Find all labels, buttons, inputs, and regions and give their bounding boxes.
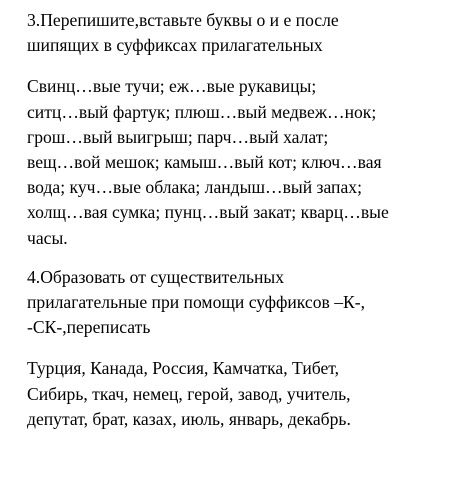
exercise-4-text-line: депутат, брат, казах, июль, январь, декабрь. [27, 408, 351, 429]
exercise-3-heading-line: 3.Перепишите,вставьте буквы о и е после [27, 10, 339, 30]
exercise-3-text-line: часы. [27, 227, 68, 248]
exercise-4-text [27, 356, 449, 432]
exercise-3-heading [27, 8, 449, 58]
exercise-3-text-line: ситц…вый фартук; плюш…вый медвеж…нок; [27, 101, 377, 122]
exercise-3-text-line: вода; куч…вые облака; ландыш…вый запах; [27, 177, 362, 198]
exercise-3-text [27, 74, 449, 250]
exercise-3-text-line: вещ…вой мешок; камыш…вый кот; ключ…вая [27, 152, 382, 173]
exercise-4-heading-line: 4.Образовать от существительных [27, 266, 285, 287]
exercise-4-text-line: Турция, Канада, Россия, Камчатка, Тибет, [27, 358, 340, 379]
exercise-4-heading-line: -СК-,переписать [27, 317, 151, 338]
exercise-3-text-line: Свинц…вые тучи; еж…вые рукавицы; [27, 76, 317, 97]
exercise-3-heading-line: шипящих в суффиксах прилагательных [27, 35, 323, 56]
exercise-4-heading [27, 265, 449, 341]
exercise-3-text-line: грош…вый выигрыш; парч…вый халат; [27, 126, 329, 147]
exercise-4-heading-line: прилагательные при помощи суффиксов –К-, [27, 292, 365, 313]
exercise-4-text-line: Сибирь, ткач, немец, герой, завод, учитель, [27, 383, 351, 404]
exercise-3-text-line: холщ…вая сумка; пунц…вый закат; кварц…вые [27, 202, 389, 223]
